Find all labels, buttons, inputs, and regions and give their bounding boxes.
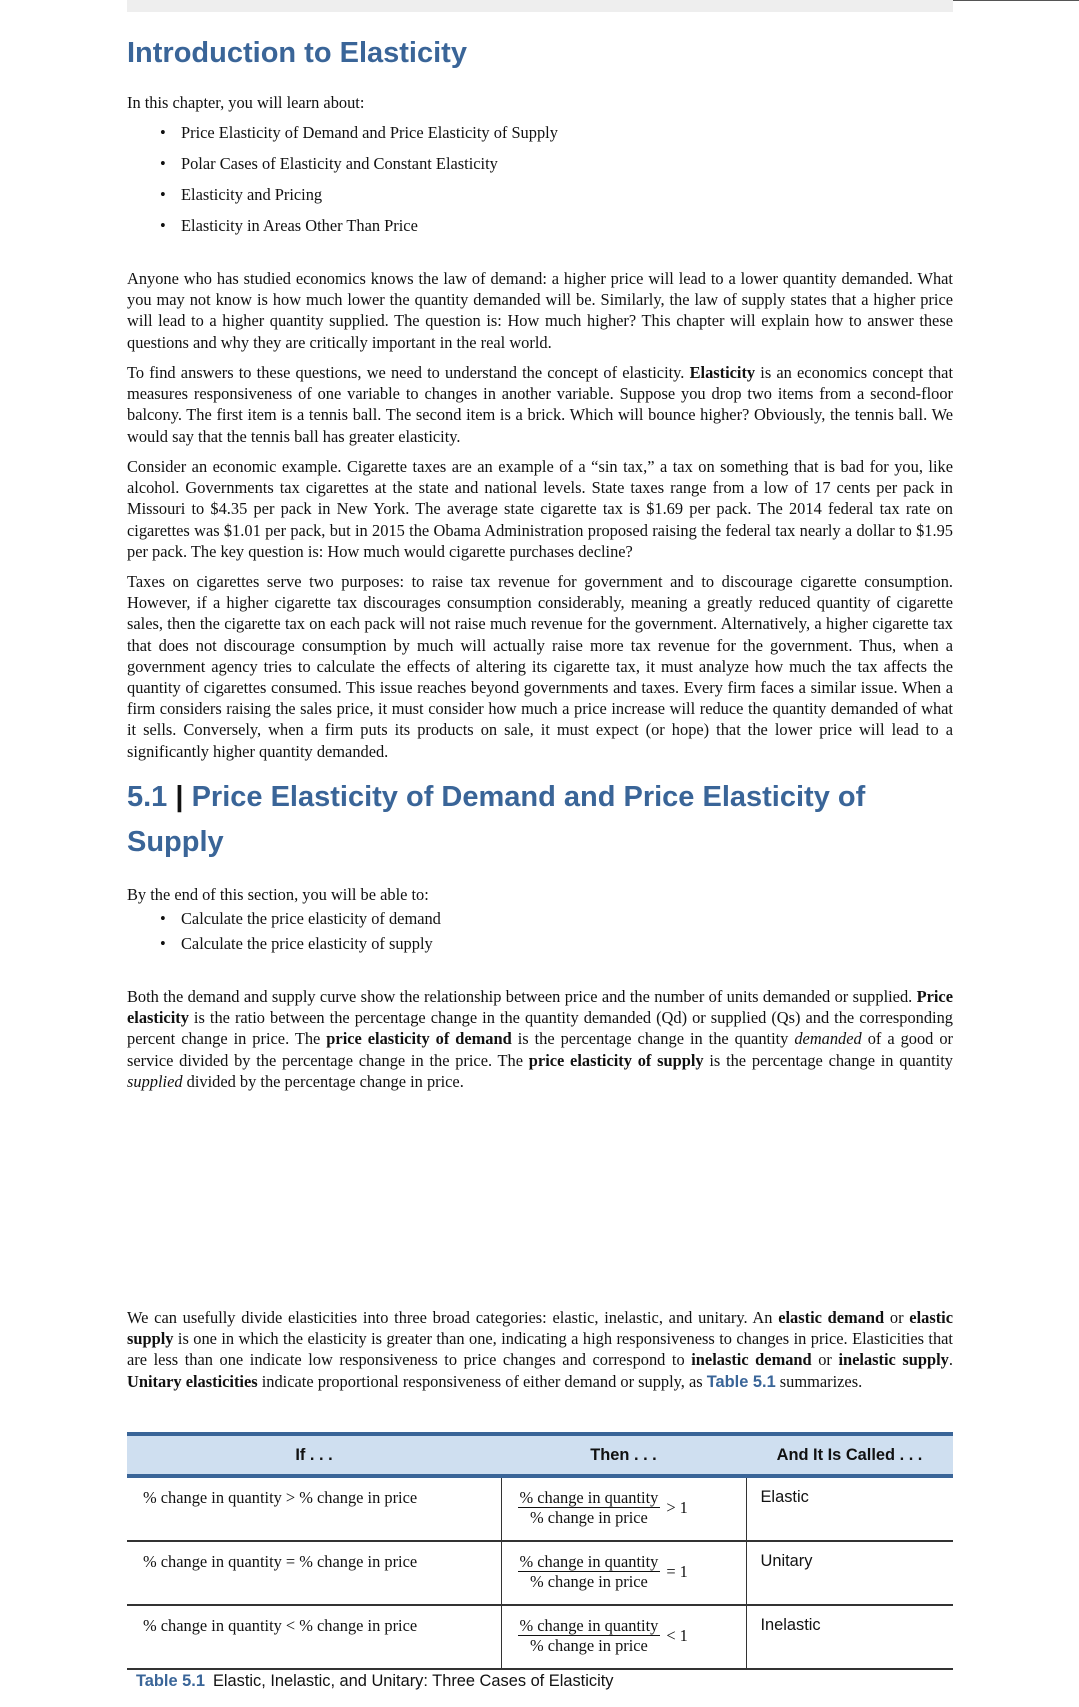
condition-cell: % change in quantity > % change in price: [127, 1476, 501, 1541]
section-heading: [127, 775, 953, 865]
list-item: [160, 123, 558, 154]
chapter-topics-list: [160, 123, 558, 247]
formula-cell: [501, 1476, 746, 1541]
objectives-list: [160, 909, 441, 959]
paragraph-tax-purposes: Taxes on cigarettes serve two purposes: to raise tax revenue for government and to discourage cigarette consumption. However, if a higher cigarette tax discourages consumption considerably, meaning a greatly reduced quantity of cigarette sales, then the cigarette tax on each pack will not raise much revenue for the government. Alternatively, a higher cigarette tax that does not discourage consumption by much will actually raise more tax revenue for the government. Thus, when a government agency tries to calculate the effects of altering its cigarette tax, it must analyze how much the tax affects the quantity of cigarettes consumed. This issue reaches beyond governments and taxes. Every firm faces a similar issue. When a firm considers raising the sales price, it must consider how much a price increase will reduce the quantity demanded of what it sells. Conversely, when a firm puts its products on sale, it must expect (or hope) that the lower price will lead to a significantly higher quantity demanded.: [127, 572, 953, 761]
emphasis-demanded: demanded: [794, 1029, 862, 1049]
list-item: [160, 909, 441, 934]
text-run: .: [948, 1350, 953, 1370]
condition-cell: % change in quantity < % change in price: [127, 1605, 501, 1669]
term-elastic-supply: elastic supply: [127, 1308, 953, 1349]
section-number: 5.1: [127, 781, 168, 813]
condition-cell: % change in quantity = % change in price: [127, 1541, 501, 1605]
paragraph-elasticity-categories: [127, 1307, 953, 1393]
relation: < 1: [666, 1626, 688, 1645]
fraction-numerator: % change in quantity: [519, 1616, 659, 1635]
objective-text: Calculate the price elasticity of supply: [181, 934, 433, 953]
text-run: is the percentage change in quantity: [703, 1050, 953, 1070]
called-cell: Inelastic: [746, 1605, 953, 1669]
fraction-denominator: % change in price: [529, 1508, 648, 1527]
section-separator: |: [175, 781, 184, 813]
section-title: Price Elasticity of Demand and Price Elasticity of Supply: [127, 781, 866, 858]
chapter-title: Introduction to Elasticity: [127, 37, 467, 69]
bullet-icon: •: [160, 154, 166, 173]
term-price-elasticity-of-supply: price elasticity of supply: [528, 1050, 704, 1070]
bullet-icon: •: [160, 216, 166, 235]
fraction: [518, 1552, 661, 1592]
paragraph-law-of-demand: Anyone who has studied economics knows the law of demand: a higher price will lead to a lower quantity demanded. What you may not know is how much lower the quantity demanded will be. Similarly, the law of supply states that a higher price will lead to a higher quantity supplied. The question is: How much higher? This chapter will explain how to answer these questions and why they are critically important in the real world.: [127, 269, 953, 352]
topic-text: Polar Cases of Elasticity and Constant Elasticity: [181, 154, 498, 173]
objectives-intro: By the end of this section, you will be able to:: [127, 885, 429, 904]
text-run: To find answers to these questions, we need to understand the concept of elasticity.: [127, 363, 690, 382]
term-inelastic-demand: inelastic demand: [691, 1350, 812, 1370]
topic-text: Elasticity in Areas Other Than Price: [181, 216, 418, 235]
text-run: indicate proportional responsiveness of either demand or supply, as: [257, 1371, 707, 1391]
topic-text: Price Elasticity of Demand and Price Elasticity of Supply: [181, 123, 558, 142]
text-run: summarizes.: [775, 1371, 863, 1391]
fraction-denominator: % change in price: [529, 1636, 648, 1655]
called-cell: Unitary: [746, 1541, 953, 1605]
term-inelastic-supply: inelastic supply: [838, 1350, 949, 1370]
list-item: [160, 934, 441, 959]
emphasis-supplied: supplied: [127, 1071, 183, 1091]
table-caption: [136, 1672, 613, 1691]
header-if: If . . .: [127, 1434, 501, 1476]
topic-text: Elasticity and Pricing: [181, 185, 323, 204]
relation: = 1: [666, 1562, 688, 1581]
text-run: Both the demand and supply curve show the relationship between price and the number of units demanded or supplied.: [127, 987, 917, 1006]
chapter-intro: In this chapter, you will learn about:: [127, 93, 365, 112]
called-cell: Elastic: [746, 1476, 953, 1541]
text-run: We can usefully divide elasticities into three broad categories: elastic, inelastic, and unitary. An: [127, 1308, 779, 1327]
page-top-rule: [953, 0, 1079, 1]
header-then: Then . . .: [501, 1434, 746, 1476]
fraction: [518, 1616, 661, 1656]
table-row: [127, 1605, 953, 1669]
page-top-band: [127, 0, 953, 12]
text-run: is an economics concept that measures responsiveness of one variable to changes in another variable. Suppose you drop two items from a second-floor balcony. The first item is a tennis ball. The second item is a brick. Which will bounce higher? Obviously, the tennis ball. We would say that the tennis ball has greater elasticity.: [127, 363, 953, 446]
text-run: is the ratio between the percentage change in the quantity demanded (Qd) or supplied (Qs) and the corresponding percent change in price. The: [127, 1008, 953, 1049]
formula-cell: [501, 1605, 746, 1669]
list-item: [160, 154, 558, 185]
term-price-elasticity-of-demand: price elasticity of demand: [326, 1029, 512, 1049]
fraction: [518, 1488, 661, 1528]
elasticity-table-wrapper: [127, 1432, 953, 1670]
term-unitary-elasticities: Unitary elasticities: [127, 1371, 258, 1391]
text-run: divided by the percentage change in price.: [182, 1071, 464, 1091]
paragraph-elasticity-definition: [127, 362, 953, 447]
text-run: or: [811, 1350, 839, 1370]
bullet-icon: •: [160, 934, 166, 953]
fraction-numerator: % change in quantity: [519, 1552, 659, 1571]
table-reference-link[interactable]: Table 5.1: [706, 1372, 776, 1391]
formula-cell: [501, 1541, 746, 1605]
bullet-icon: •: [160, 185, 166, 204]
text-run: of a good or service divided by the percentage change in the price. The: [127, 1029, 953, 1070]
relation: > 1: [666, 1498, 688, 1517]
term-elastic-demand: elastic demand: [778, 1308, 885, 1327]
objective-text: Calculate the price elasticity of demand: [181, 909, 441, 928]
elasticity-table: [127, 1432, 953, 1670]
bullet-icon: •: [160, 909, 166, 928]
header-called: And It Is Called . . .: [746, 1434, 953, 1476]
term-price-elasticity: Price elasticity: [127, 987, 953, 1028]
table-row: [127, 1476, 953, 1541]
fraction-denominator: % change in price: [529, 1572, 648, 1591]
list-item: [160, 216, 558, 247]
text-run: or: [884, 1308, 910, 1327]
term-elasticity: Elasticity: [689, 363, 756, 382]
text-run: is the percentage change in the quantity: [511, 1029, 795, 1049]
paragraph-price-elasticity: [127, 986, 953, 1092]
caption-text: Elastic, Inelastic, and Unitary: Three Cases of Elasticity: [212, 1672, 614, 1690]
list-item: [160, 185, 558, 216]
paragraph-cigarette-tax: Consider an economic example. Cigarette taxes are an example of a “sin tax,” a tax on something that is bad for you, like alcohol. Governments tax cigarettes at the state and national levels. State taxes range from a low of 17 cents per pack in Missouri to $4.35 per pack in New York. The average state cigarette tax is $1.69 per pack. The 2014 federal tax rate on cigarettes was $1.01 per pack, but in 2015 the Obama Administration proposed raising the federal tax nearly a dollar to $1.95 per pack. The key question is: How much would cigarette purchases decline?: [127, 457, 953, 561]
fraction-numerator: % change in quantity: [519, 1488, 659, 1507]
table-row: [127, 1541, 953, 1605]
text-run: is one in which the elasticity is greater than one, indicating a high responsiveness to changes in price. Elasticities that are less than one indicate low responsiveness to price changes and correspond to: [127, 1329, 953, 1370]
caption-label: Table 5.1: [136, 1672, 205, 1690]
table-header-row: [127, 1434, 953, 1476]
bullet-icon: •: [160, 123, 166, 142]
